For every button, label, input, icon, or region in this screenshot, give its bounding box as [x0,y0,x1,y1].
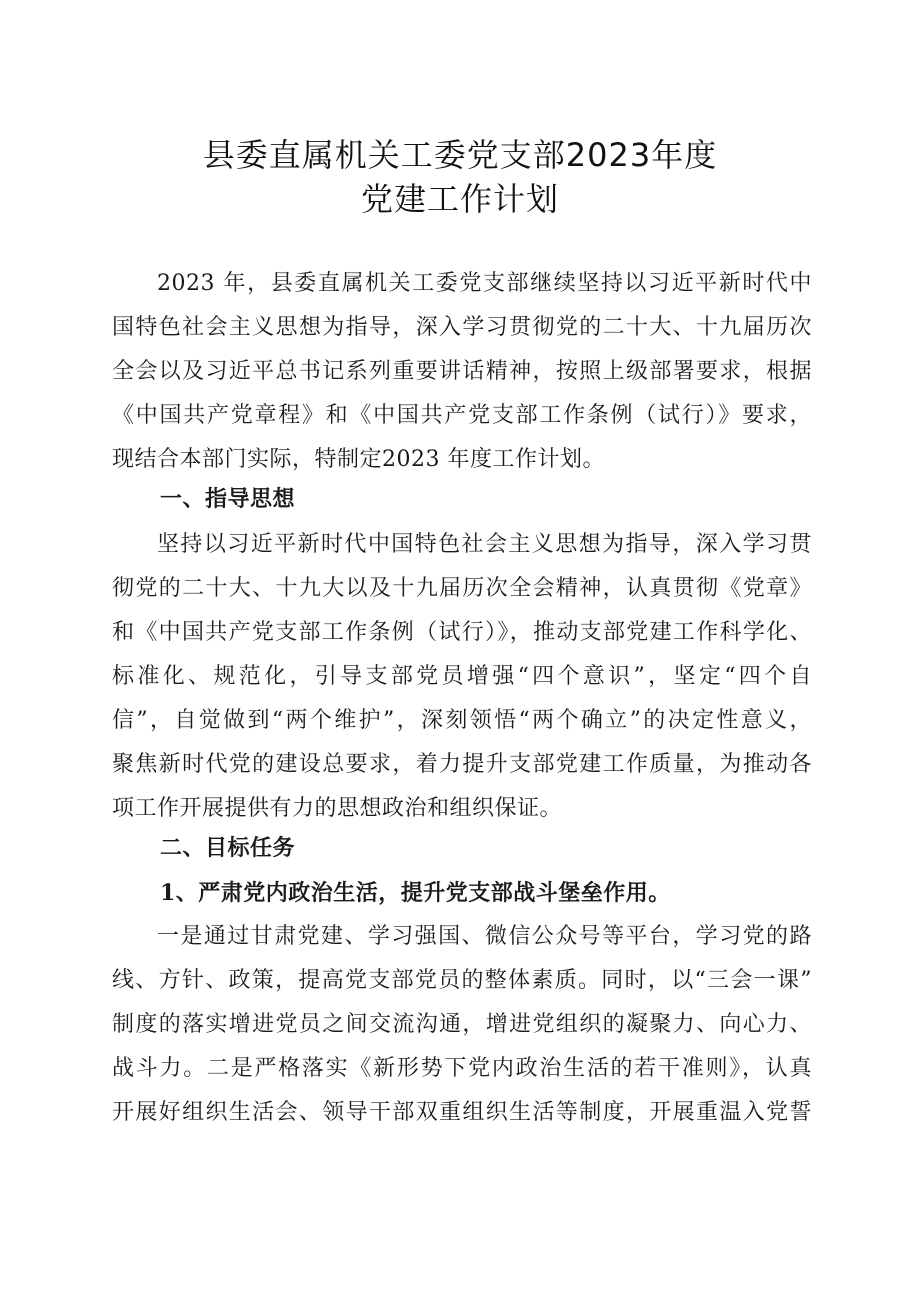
section2-line: 开展好组织生活会、领导干部双重组织生活等制度，开展重温入党誓 [112,1100,812,1125]
section1-line: 坚持以习近平新时代中国特色社会主义思想为指导，深入学习贯 [157,532,812,557]
section1-line: 彻党的二十大、十九大以及十九届历次全会精神，认真贯彻《党章》 [112,576,812,601]
document-title-line2: 党建工作计划 [360,180,559,218]
section2-line: 线、方针、政策，提高党支部党员的整体素质。同时，以“三会一课” [112,968,812,993]
section2-line: 一是通过甘肃党建、学习强国、微信公众号等平台，学习党的路 [157,924,812,949]
section2-line: 制度的落实增进党员之间交流沟通，增进党组织的凝聚力、向心力、 [112,1012,812,1037]
document-title-line1: 县委直属机关工委党支部2023年度 [202,136,718,174]
section1-line: 标准化、规范化，引导支部党员增强“四个意识”，坚定“四个自 [112,664,812,689]
intro-line: 2023 年，县委直属机关工委党支部继续坚持以习近平新时代中 [157,271,812,296]
intro-line: 现结合本部门实际，特制定2023 年度工作计划。 [112,447,605,472]
section1-line: 聚焦新时代党的建设总要求，着力提升支部党建工作质量，为推动各 [112,752,812,777]
section2-line: 战斗力。二是严格落实《新形势下党内政治生活的若干准则》，认真 [112,1056,812,1081]
subheading-political-life: 1、严肃党内政治生活，提升党支部战斗堡垒作用。 [160,880,671,906]
intro-line: 全会以及习近平总书记系列重要讲话精神，按照上级部署要求，根据 [112,359,812,384]
section-heading-goals-tasks: 二、目标任务 [160,836,296,861]
section-heading-guiding-thought: 一、指导思想 [160,487,296,512]
section1-line: 项工作开展提供有力的思想政治和组织保证。 [112,796,563,821]
intro-line: 《中国共产党章程》和《中国共产党支部工作条例（试行）》要求， [112,403,812,428]
intro-line: 国特色社会主义思想为指导，深入学习贯彻党的二十大、十九届历次 [112,315,812,340]
section1-line: 和《中国共产党支部工作条例（试行）》，推动支部党建工作科学化、 [112,620,812,645]
section1-line: 信”，自觉做到“两个维护”，深刻领悟“两个确立”的决定性意义， [112,708,812,733]
